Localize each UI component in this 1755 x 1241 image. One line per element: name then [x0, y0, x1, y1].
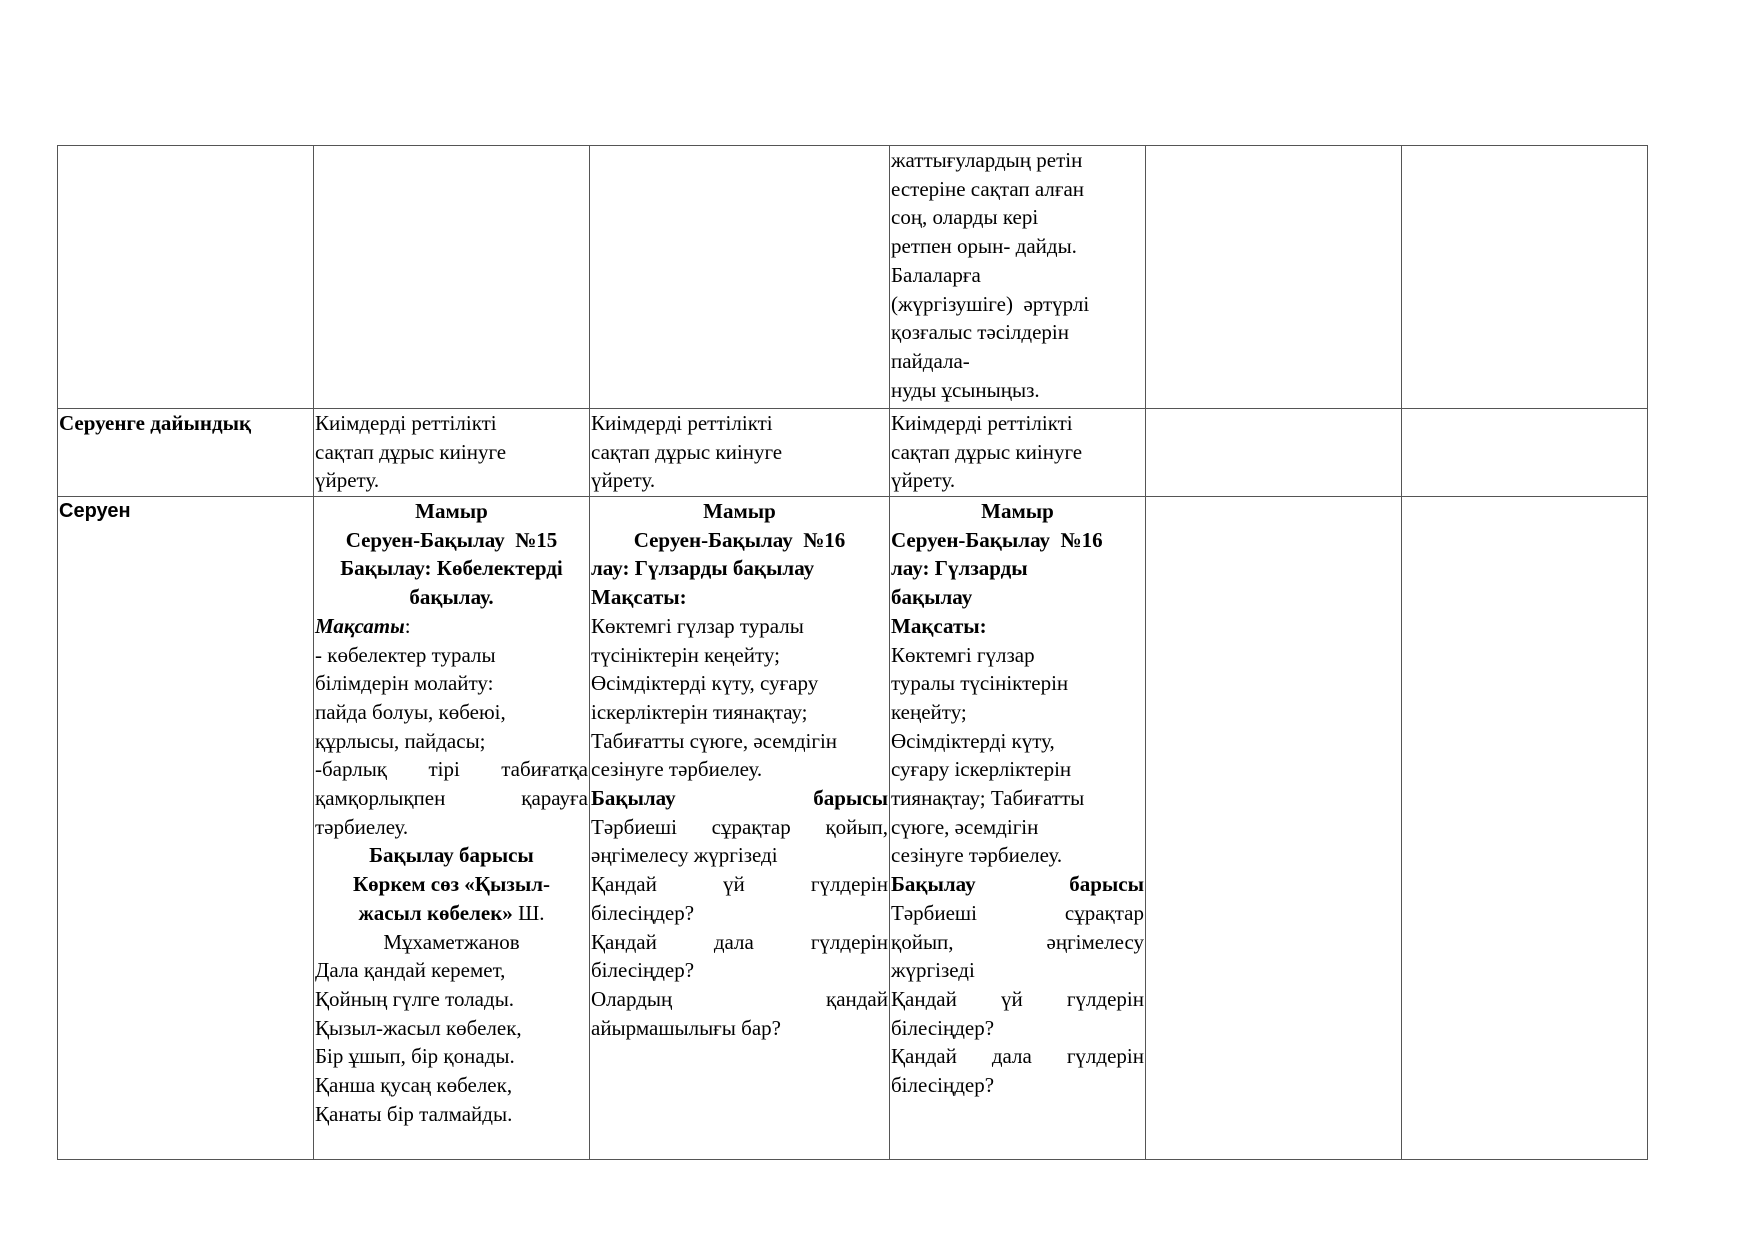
goal-label: Мақсаты [315, 613, 405, 638]
process-heading: Бақылау барысы [591, 786, 888, 811]
text-line: түсініктерін кеңейту; [591, 642, 780, 667]
month-label: Мамыр [703, 499, 776, 523]
text-line: білесіңдер? [591, 958, 695, 983]
art-word-title: Көркем сөз «Қызыл- [352, 872, 551, 897]
text-line: жүргізеді [891, 958, 975, 983]
cell [590, 497, 890, 1160]
walk-title: Серуен-Бақылау №16 [891, 527, 1103, 552]
table-row [58, 497, 1648, 1160]
text-line: Өсімдіктерді күту, суғару [591, 671, 819, 696]
text-line: Көктемгі гүлзар [891, 642, 1035, 667]
row-header-cell [58, 497, 314, 1160]
observation-title: лау: Гүлзарды [891, 556, 1028, 581]
goal-label: Мақсаты: [591, 585, 687, 610]
text-line: нуды ұсыныңыз. [891, 377, 1040, 402]
text-line: айырмашылығы бар? [591, 1015, 781, 1040]
text-line: үйрету. [315, 468, 380, 493]
text-line: пайдала- [891, 348, 970, 373]
text-line: Олардың қандай [591, 986, 888, 1011]
cell [314, 409, 590, 497]
row-header-cell [58, 146, 314, 409]
text-line: сезінуге тәрбиелеу. [591, 757, 763, 782]
poem-title: жасыл көбелек» [358, 900, 513, 925]
cell [590, 146, 890, 409]
goal-label: Мақсаты: [891, 613, 987, 638]
goal-heading [315, 612, 588, 641]
poem-line: Қанаты бір талмайды. [315, 1101, 513, 1126]
weekly-plan-table [57, 145, 1648, 1160]
text-line: соң, оларды кері [891, 205, 1039, 230]
observation-title: Бақылау: Көбелектерді [340, 556, 563, 581]
row-header-walk: Серуен [59, 500, 131, 522]
text-line: білесіңдер? [891, 1015, 995, 1040]
text-line: суғару іскерліктерін [891, 757, 1072, 782]
text-line: қойып, әңгімелесу [891, 929, 1144, 954]
row-header-walk-prep: Серуенге дайындық [59, 411, 252, 435]
cell [590, 409, 890, 497]
text-line: сақтап дұрыс киінуге [315, 439, 507, 464]
text-line: кеңейту; [891, 699, 967, 724]
text-line: Өсімдіктерді күту, [891, 728, 1055, 753]
observation-title: лау: Гүлзарды бақылау [591, 556, 815, 581]
art-word-title [315, 899, 588, 928]
observation-title: бақылау. [409, 585, 494, 610]
table-row [58, 409, 1648, 497]
month-label: Мамыр [981, 499, 1054, 523]
text-line: үйрету. [591, 468, 656, 493]
cell [1402, 146, 1648, 409]
cell [890, 409, 1146, 497]
text-line: қамқорлықпен қарауға [315, 786, 588, 811]
text-line: әңгімелесу жүргізеді [591, 843, 778, 868]
text-line: Табиғатты сүюге, әсемдігін [591, 728, 838, 753]
text-line: құрлысы, пайдасы; [315, 728, 486, 753]
month-label: Мамыр [415, 499, 488, 523]
text-line: сақтап дұрыс киінуге [591, 439, 783, 464]
text-line: білесіңдер? [591, 900, 695, 925]
cell [1146, 146, 1402, 409]
text-line: туралы түсініктерін [891, 671, 1069, 696]
text-line: іскерліктерін тиянақтау; [591, 699, 808, 724]
text-line: ретпен орын- дайды. [891, 234, 1077, 259]
text-line: қозғалыс тәсілдерін [891, 320, 1069, 345]
text-line: білімдерін молайту: [315, 671, 494, 696]
cell [1402, 497, 1648, 1160]
text-line: сезінуге тәрбиелеу. [891, 843, 1063, 868]
poem-line: Бір ұшып, бір қонады. [315, 1044, 515, 1069]
text-line: Киімдерді реттілікті [591, 411, 773, 435]
poem-line: Қанша қусаң көбелек, [315, 1073, 513, 1098]
text-line: - көбелектер туралы [315, 642, 496, 667]
text-line: пайда болуы, көбеюі, [315, 699, 506, 724]
row-header-cell [58, 409, 314, 497]
cell [1402, 409, 1648, 497]
text-line: Балаларға [891, 262, 981, 287]
text-line: Көктемгі гүлзар туралы [591, 613, 804, 638]
walk-title: Серуен-Бақылау №16 [633, 527, 846, 552]
text-line: Тәрбиеші сұрақтар қойып, [591, 814, 888, 839]
text-line: Қандай дала гүлдерін [891, 1044, 1144, 1069]
cell [314, 146, 590, 409]
text-line: тәрбиелеу. [315, 814, 409, 839]
text-line: Киімдерді реттілікті [891, 411, 1073, 435]
cell [1146, 497, 1402, 1160]
cell [890, 497, 1146, 1160]
text-line: Қандай дала гүлдерін [591, 929, 888, 954]
poem-line: Қойның гүлге толады. [315, 986, 515, 1011]
text-line: Киімдерді реттілікті [315, 411, 497, 435]
text-line: сүюге, әсемдігін [891, 814, 1039, 839]
cell [890, 146, 1146, 409]
process-heading: Бақылау барысы [891, 872, 1144, 897]
cell [1146, 409, 1402, 497]
poem-author: Мұхаметжанов [383, 929, 520, 954]
text-line: Қандай үй гүлдерін [891, 986, 1144, 1011]
process-heading: Бақылау барысы [369, 843, 534, 868]
text-line: естеріне сақтап алған [891, 176, 1085, 201]
text-line: (жүргізушіге) әртүрлі [891, 291, 1090, 316]
table-row [58, 146, 1648, 409]
walk-title: Серуен-Бақылау №15 [345, 527, 558, 552]
observation-title: бақылау [891, 585, 973, 610]
poem-line: Қызыл-жасыл көбелек, [315, 1015, 522, 1040]
cell [314, 497, 590, 1160]
text-line: жаттығулардың ретін [891, 148, 1083, 172]
text-line: Тәрбиеші сұрақтар [891, 900, 1144, 925]
text-line: тиянақтау; Табиғатты [891, 786, 1085, 811]
poem-author: Ш. [512, 900, 545, 925]
text-line: сақтап дұрыс киінуге [891, 439, 1083, 464]
text-line: білесіңдер? [891, 1073, 995, 1098]
goal-colon: : [404, 613, 411, 638]
text-line: -барлық тірі табиғатқа [315, 757, 588, 782]
text-line: үйрету. [891, 468, 956, 493]
poem-line: Дала қандай керемет, [315, 958, 506, 983]
text-line: Қандай үй гүлдерін [591, 872, 888, 897]
